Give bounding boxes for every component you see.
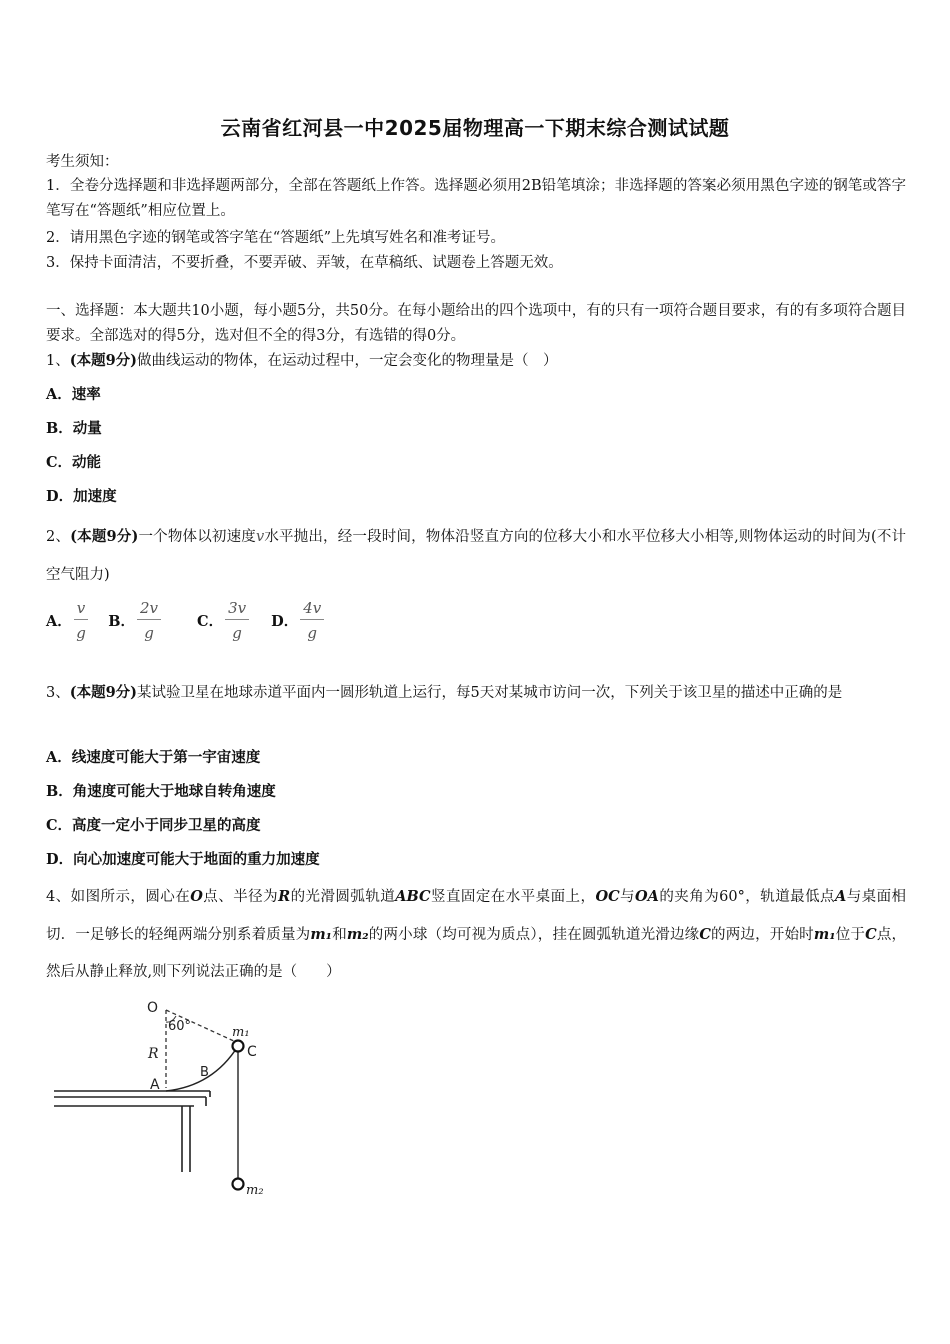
question-3-option-c: C．高度一定小于同步卫星的高度 <box>46 817 261 834</box>
question-2-option-a-label: A． <box>46 613 72 630</box>
q4-text: 和 <box>332 927 347 943</box>
question-4 <box>46 878 906 991</box>
q4-symbol: m₁ <box>310 926 333 943</box>
page-title: 云南省红河县一中2025届物理高一下期末综合测试试题 <box>220 116 730 140</box>
question-2-stem-b: 水平抛出，经一段时间，物体沿竖直方向的位移大小和水平位移大小相等,则物体运动的时间为(不计空气阻力) <box>46 529 907 583</box>
notice-item-3: 3．保持卡面清洁，不要折叠，不要弄破、弄皱，在草稿纸、试题卷上答题无效。 <box>46 255 563 271</box>
notice-heading: 考生须知： <box>46 154 119 170</box>
question-4-figure <box>48 990 288 1205</box>
fraction-numerator: 3v <box>225 600 249 620</box>
question-2-option-b-label: B． <box>108 613 136 630</box>
q4-text: 与 <box>619 889 636 905</box>
q4-text: 点、半径为 <box>202 889 279 905</box>
question-1-number: 1、 <box>46 353 70 369</box>
q4-symbol: m₂ <box>346 926 369 943</box>
label-m2: m₂ <box>246 1183 264 1198</box>
question-2-number: 2、 <box>46 529 71 545</box>
q4-text: 的光滑圆弧轨道 <box>290 889 396 905</box>
question-3-option-a: A．线速度可能大于第一宇宙速度 <box>46 749 261 766</box>
question-1-option-a: A．速率 <box>46 386 101 403</box>
q4-symbol: OA <box>635 888 659 905</box>
question-2-option-c-label: C． <box>197 613 224 630</box>
q4-symbol: R <box>278 888 291 905</box>
q4-symbol: m₁ <box>813 926 836 943</box>
q4-text: 4、如图所示，圆心在 <box>46 889 191 905</box>
q4-symbol: OC <box>595 888 620 905</box>
label-m1: m₁ <box>232 1025 250 1040</box>
label-a: A <box>150 1077 160 1093</box>
section-instructions: 一、选择题：本大题共10小题，每小题5分，共50分。在每小题给出的四个选项中，有的只有一项符合题目要求，有的有多项符合题目要求。全部选对的得5分，选对但不全的得3分，有选错的得0分。 <box>46 303 906 344</box>
question-2-option-c-fraction <box>225 600 249 641</box>
q4-text: 的夹角为60°，轨道最低点 <box>658 889 835 905</box>
label-b: B <box>200 1065 209 1080</box>
fraction-numerator: 2v <box>137 600 161 620</box>
question-2-option-a-fraction <box>74 600 88 641</box>
question-2-tag: (本题9分) <box>70 528 139 545</box>
q4-symbol: C <box>699 926 711 943</box>
question-3-number: 3、 <box>46 685 70 701</box>
q4-symbol: C <box>865 926 877 943</box>
label-o: O <box>147 1000 159 1016</box>
q4-text: 与桌面相切．一足够长的轻绳两端分别系着质量为 <box>46 889 907 943</box>
question-1-option-b: B．动量 <box>46 420 102 437</box>
notice-item-2: 2．请用黑色字迹的钢笔或答字笔在“答题纸”上先填写姓名和准考证号。 <box>46 230 506 246</box>
question-2 <box>46 518 906 594</box>
question-1-option-d: D．加速度 <box>46 488 117 505</box>
question-3-option-d: D．向心加速度可能大于地面的重力加速度 <box>46 851 320 868</box>
q4-text: 位于 <box>835 927 866 943</box>
question-2-var: v <box>255 529 265 545</box>
mass-m1 <box>233 1041 244 1052</box>
question-2-option-b-fraction <box>137 600 161 641</box>
q4-symbol: ABC <box>395 888 431 905</box>
question-1-stem: 做曲线运动的物体，在运动过程中，一定会变化的物理量是（ ） <box>137 353 558 369</box>
q4-text: 的两边，开始时 <box>710 927 814 943</box>
question-3 <box>46 674 906 712</box>
q4-text: 竖直固定在水平桌面上， <box>430 889 596 905</box>
label-r: R <box>148 1046 159 1062</box>
q4-text: 的两小球（均可视为质点），挂在圆弧轨道光滑边缘 <box>368 927 700 943</box>
question-3-option-b: B．角速度可能大于地球自转角速度 <box>46 783 276 800</box>
fraction-denominator: g <box>307 624 318 642</box>
fraction-numerator: 4v <box>300 600 324 620</box>
question-1-option-c: C．动能 <box>46 454 102 471</box>
q4-symbol: A <box>834 888 847 905</box>
question-3-stem: 某试验卫星在地球赤道平面内一圆形轨道上运行，每5天对某城市访问一次，下列关于该卫星的描述中正确的是 <box>137 685 843 701</box>
notice-item-1: 1．全卷分选择题和非选择题两部分，全部在答题纸上作答。选择题必须用2B铅笔填涂；非选择题的答案必须用黑色字迹的钢笔或答字笔写在“答题纸”相应位置上。 <box>46 178 906 219</box>
q4-symbol: O <box>190 888 203 905</box>
q4-text: 点，然后从静止释放,则下列说法正确的是（ ） <box>46 927 907 980</box>
fraction-numerator: v <box>74 600 88 620</box>
fraction-denominator: g <box>76 624 86 642</box>
question-1 <box>46 351 558 371</box>
mass-m2 <box>233 1179 244 1190</box>
label-angle: 60° <box>168 1019 192 1034</box>
fraction-denominator: g <box>144 624 154 642</box>
question-1-tag: (本题9分) <box>69 352 138 369</box>
question-2-options <box>46 600 326 641</box>
fraction-denominator: g <box>232 624 242 642</box>
label-c: C <box>247 1044 257 1060</box>
question-2-stem-a: 一个物体以初速度 <box>138 529 256 545</box>
question-2-option-d-fraction <box>300 600 324 641</box>
question-2-option-d-label: D． <box>271 613 299 630</box>
question-3-tag: (本题9分) <box>69 684 138 701</box>
